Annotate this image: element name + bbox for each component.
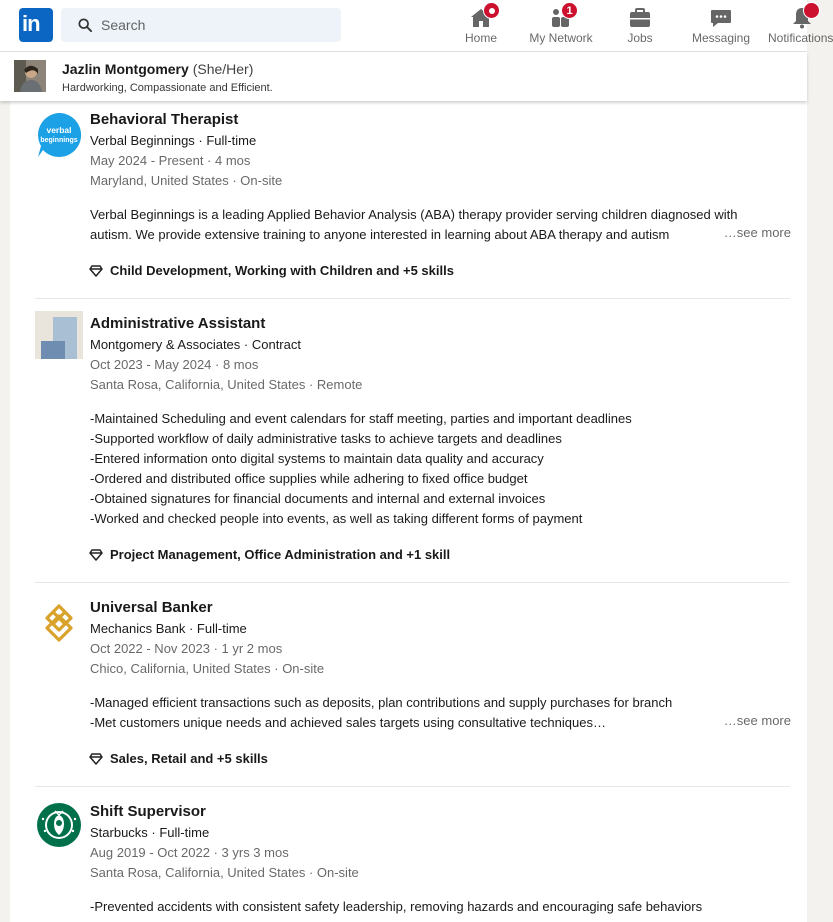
diamond-icon (89, 265, 103, 277)
nav-messaging-label: Messaging (691, 31, 751, 45)
search-input[interactable] (101, 8, 331, 42)
nav-my-network-label: My Network (529, 31, 593, 45)
company-line: Montgomery & Associates · Contract (90, 337, 301, 352)
briefcase-icon (628, 6, 652, 30)
company-line: Verbal Beginnings · Full-time (90, 133, 257, 148)
linkedin-logo[interactable]: in (19, 8, 53, 42)
profile-name-text: Jazlin Montgomery (62, 61, 189, 77)
job-description (90, 693, 790, 733)
location: Santa Rosa, California, United States · On-site (90, 865, 359, 880)
search-box (61, 8, 341, 42)
chat-icon (709, 6, 733, 30)
job-title: Shift Supervisor (90, 803, 206, 820)
location: Chico, California, United States · On-site (90, 661, 325, 676)
nav-home-label: Home (464, 31, 497, 45)
description-line: -Managed efficient transactions such as deposits, plan contributions and supply purchases for branch (90, 695, 673, 710)
nav-home[interactable] (456, 0, 506, 52)
diamond-icon (89, 549, 103, 561)
date-range: May 2024 - Present · 4 mos (90, 153, 251, 168)
see-more-button[interactable]: …see more (723, 713, 791, 728)
company-line: Mechanics Bank · Full-time (90, 621, 247, 636)
description-line: -Ordered and distributed office supplies while adhering to fixed office budget (90, 471, 528, 486)
description-line: -Prevented accidents with consistent safety leadership, removing hazards and encouraging safe behaviors (90, 899, 703, 914)
company-line: Starbucks · Full-time (90, 825, 210, 840)
job-description (90, 897, 790, 917)
job-title: Administrative Assistant (90, 315, 266, 332)
date-range: Oct 2023 - May 2024 · 8 mos (90, 357, 259, 372)
location: Santa Rosa, California, United States · Remote (90, 377, 363, 392)
notifications-badge (803, 2, 820, 19)
description-line: -Entered information onto digital systems to maintain data quality and accuracy (90, 451, 544, 466)
top-navigation-bar (0, 0, 833, 52)
profile-sticky-header (0, 52, 807, 101)
profile-tagline: Hardworking, Compassionate and Efficient. (62, 82, 273, 94)
job-description (90, 409, 790, 529)
avatar[interactable] (14, 60, 46, 92)
divider (35, 298, 790, 299)
verbal-beginnings-logo[interactable] (35, 111, 83, 159)
job-description (90, 205, 790, 245)
see-more-button[interactable]: …see more (723, 225, 791, 240)
skills-text: Sales, Retail and +5 skills (110, 751, 268, 766)
divider (35, 786, 790, 787)
mechanics-bank-logo[interactable] (35, 599, 83, 647)
description-line: Verbal Beginnings is a leading Applied Behavior Analysis (ABA) therapy provider serving children diagnosed with (90, 207, 738, 222)
nav-notifications-label: Notifications (768, 31, 833, 45)
description-line: -Supported workflow of daily administrative tasks to achieve targets and deadlines (90, 431, 562, 446)
experience-section (10, 101, 807, 922)
description-line: -Met customers unique needs and achieved sales targets using consultative techniques… (90, 715, 606, 730)
skills-link[interactable] (90, 751, 268, 766)
profile-pronouns: (She/Her) (192, 61, 254, 77)
description-line: -Worked and checked people into events, as well as taking different forms of payment (90, 511, 583, 526)
starbucks-logo[interactable] (35, 801, 83, 849)
date-range: Aug 2019 - Oct 2022 · 3 yrs 3 mos (90, 845, 289, 860)
description-line: autism. We provide extensive training to anyone interested in learning about ABA therapy and autism (90, 227, 670, 242)
nav-jobs-label: Jobs (627, 31, 653, 45)
nav-my-network[interactable] (523, 0, 599, 52)
skills-link[interactable] (90, 263, 454, 278)
diamond-icon (89, 753, 103, 765)
skills-text: Child Development, Working with Children and +5 skills (110, 263, 454, 278)
nav-jobs[interactable] (615, 0, 665, 52)
svg-text:beginnings: beginnings (40, 137, 78, 144)
skills-text: Project Management, Office Administration and +1 skill (110, 547, 451, 562)
job-title: Behavioral Therapist (90, 111, 239, 128)
nav-messaging[interactable] (686, 0, 756, 52)
svg-text:verbal: verbal (46, 125, 72, 135)
divider (35, 582, 790, 583)
location: Maryland, United States · On-site (90, 173, 283, 188)
network-badge: 1 (561, 2, 578, 19)
notification-dot (483, 2, 500, 19)
profile-name (62, 61, 253, 77)
description-line: -Maintained Scheduling and event calendars for staff meeting, parties and important deadlines (90, 411, 632, 426)
description-line: -Obtained signatures for financial documents and internal and external invoices (90, 491, 546, 506)
company-placeholder-logo[interactable] (35, 311, 83, 359)
search-icon (78, 18, 92, 32)
job-title: Universal Banker (90, 599, 213, 616)
date-range: Oct 2022 - Nov 2023 · 1 yr 2 mos (90, 641, 283, 656)
nav-notifications[interactable] (764, 0, 833, 52)
skills-link[interactable] (90, 547, 450, 562)
